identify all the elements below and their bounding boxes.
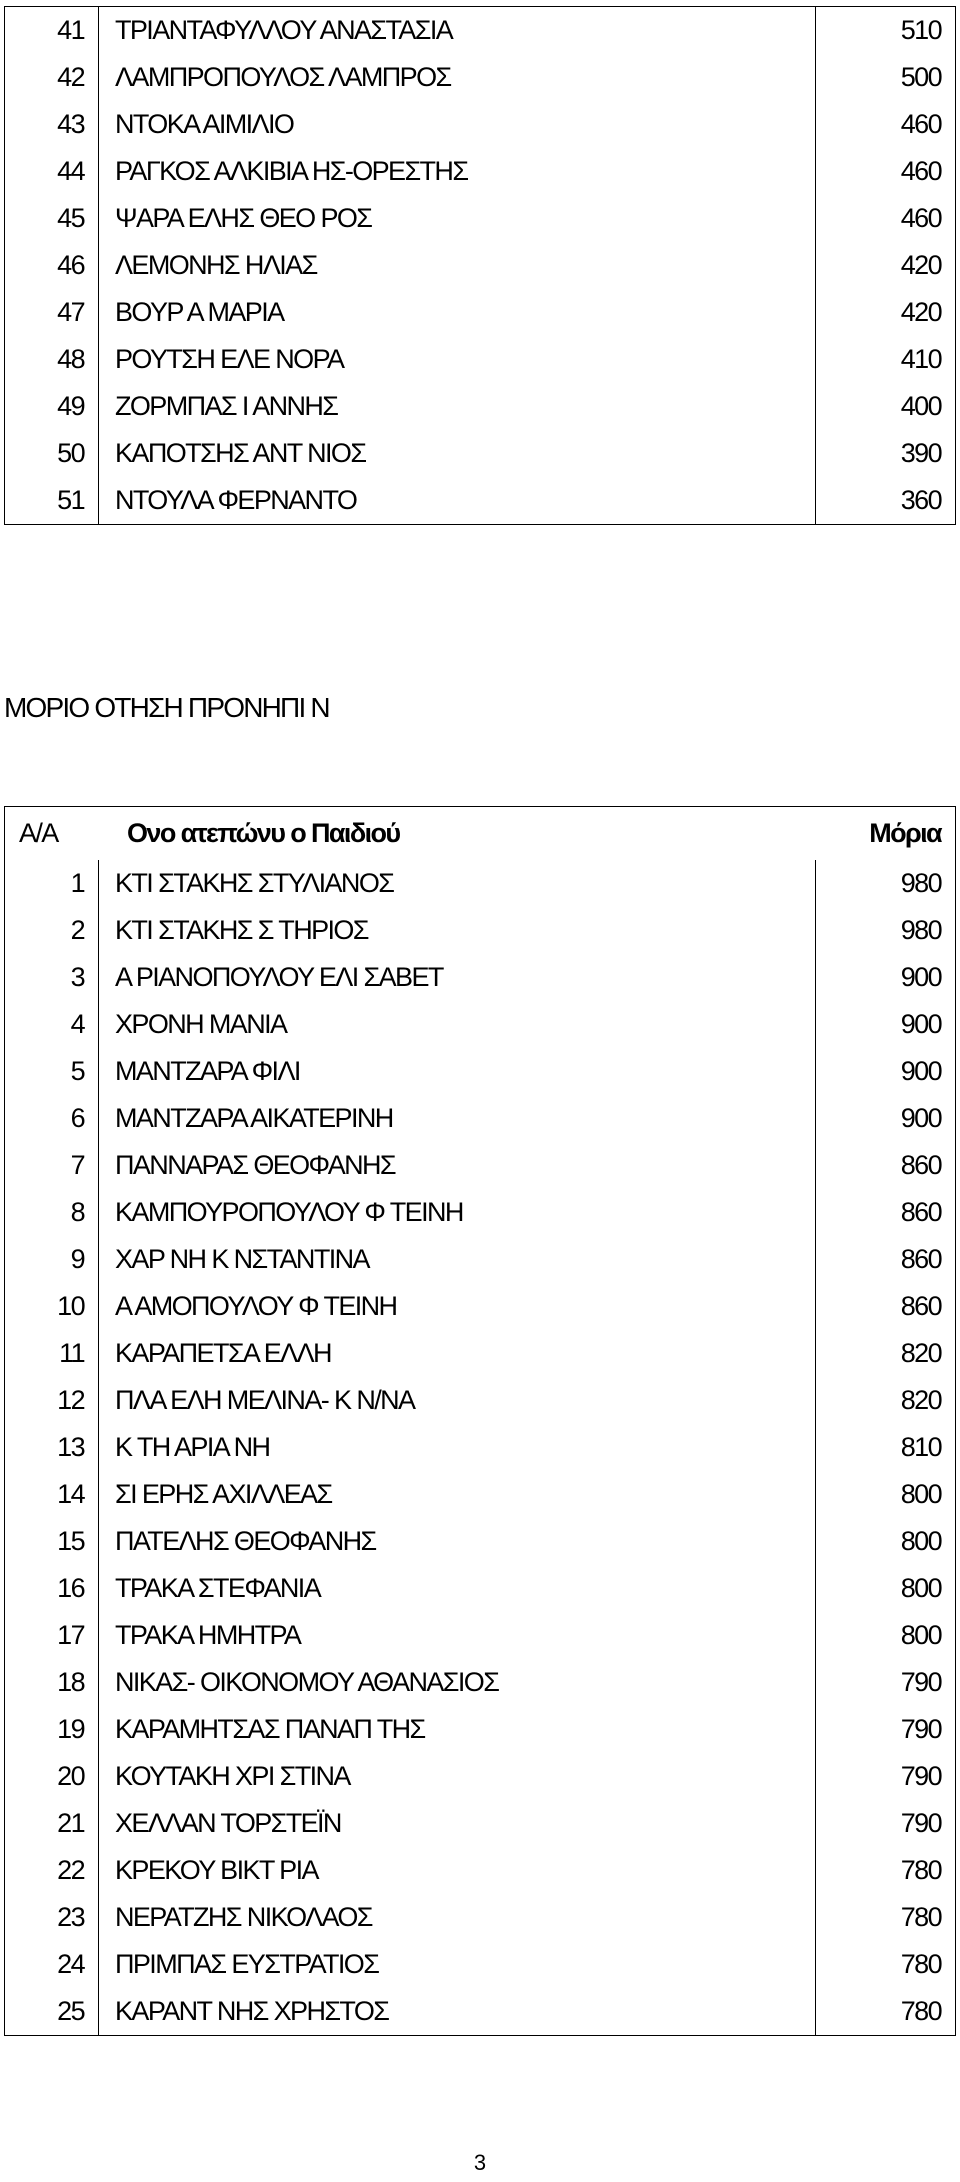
row-number: 3 xyxy=(5,954,99,1001)
row-name: ΤΡΑΚΑ ΗΜΗΤΡΑ xyxy=(115,1620,301,1650)
row-points: 780 xyxy=(815,1941,955,1988)
table-row xyxy=(5,907,955,954)
row-number: 51 xyxy=(5,477,99,524)
table-header-row xyxy=(5,806,955,860)
table-row xyxy=(5,1753,955,1800)
table-row xyxy=(5,54,955,101)
row-points: 810 xyxy=(815,1424,955,1471)
row-points: 410 xyxy=(815,336,955,383)
row-number: 6 xyxy=(5,1095,99,1142)
row-name: ΤΡΙΑΝΤΑΦΥΛΛΟΥ ΑΝΑΣΤΑΣΙΑ xyxy=(115,15,453,45)
row-name: ΝΕΡΑΤΖΗΣ ΝΙΚΟΛΑΟΣ xyxy=(115,1902,372,1932)
table-row xyxy=(5,7,955,54)
row-name: ΡΟΥΤΣΗ ΕΛΕ ΝΟΡΑ xyxy=(115,344,344,374)
row-name: ΤΡΑΚΑ ΣΤΕΦΑΝΙΑ xyxy=(115,1573,321,1603)
row-name: ΛΑΜΠΡΟΠΟΥΛΟΣ ΛΑΜΠΡΟΣ xyxy=(115,62,451,92)
row-number: 1 xyxy=(5,860,99,907)
table-row xyxy=(5,1612,955,1659)
row-name: ΒΟΥΡ Α ΜΑΡΙΑ xyxy=(115,297,284,327)
table-row xyxy=(5,860,955,907)
table-row xyxy=(5,1988,955,2035)
table-row xyxy=(5,383,955,430)
table-row xyxy=(5,477,955,524)
table-row xyxy=(5,430,955,477)
row-number: 20 xyxy=(5,1753,99,1800)
row-points: 800 xyxy=(815,1612,955,1659)
row-number: 43 xyxy=(5,101,99,148)
row-points: 780 xyxy=(815,1988,955,2035)
row-points: 860 xyxy=(815,1283,955,1330)
table-row xyxy=(5,954,955,1001)
table-row xyxy=(5,1471,955,1518)
row-name: ΚΑΠΟΤΣΗΣ ΑΝΤ ΝΙΟΣ xyxy=(115,438,366,468)
row-number: 4 xyxy=(5,1001,99,1048)
row-points: 860 xyxy=(815,1236,955,1283)
table-row xyxy=(5,1941,955,1988)
table-row xyxy=(5,1800,955,1847)
row-points: 780 xyxy=(815,1847,955,1894)
row-name: ΧΑΡ ΝΗ Κ ΝΣΤΑΝΤΙΝΑ xyxy=(115,1244,369,1274)
row-name: ΚΟΥΤΑΚΗ ΧΡΙ ΣΤΙΝΑ xyxy=(115,1761,350,1791)
row-points: 820 xyxy=(815,1330,955,1377)
row-points: 900 xyxy=(815,1001,955,1048)
row-points: 460 xyxy=(815,195,955,242)
row-name: ΧΕΛΛΑΝ ΤΟΡΣΤΕΪΝ xyxy=(115,1808,341,1838)
row-number: 10 xyxy=(5,1283,99,1330)
table-row xyxy=(5,101,955,148)
row-points: 360 xyxy=(815,477,955,524)
row-number: 44 xyxy=(5,148,99,195)
row-points: 860 xyxy=(815,1189,955,1236)
row-points: 500 xyxy=(815,54,955,101)
table-row xyxy=(5,1048,955,1095)
row-name: ΣΙ ΕΡΗΣ ΑΧΙΛΛΕΑΣ xyxy=(115,1479,332,1509)
table-row xyxy=(5,1283,955,1330)
table-row xyxy=(5,1142,955,1189)
row-points: 420 xyxy=(815,242,955,289)
preschool-points-table xyxy=(4,860,956,2036)
row-number: 21 xyxy=(5,1800,99,1847)
row-number: 23 xyxy=(5,1894,99,1941)
table-row xyxy=(5,1095,955,1142)
row-number: 7 xyxy=(5,1142,99,1189)
row-number: 48 xyxy=(5,336,99,383)
table-row xyxy=(5,1236,955,1283)
row-name: ΠΑΤΕΛΗΣ ΘΕΟΦΑΝΗΣ xyxy=(115,1526,376,1556)
table-row xyxy=(5,1189,955,1236)
row-name: ΝΤΟΥΛΑ ΦΕΡΝΑΝΤΟ xyxy=(115,485,357,515)
row-number: 8 xyxy=(5,1189,99,1236)
row-name: ΝΤΟΚΑ ΑΙΜΙΛΙΟ xyxy=(115,109,294,139)
row-name: ΝΙΚΑΣ- ΟΙΚΟΝΟΜΟΥ ΑΘΑΝΑΣΙΟΣ xyxy=(115,1667,499,1697)
row-name: ΚΑΡΑΝΤ ΝΗΣ ΧΡΗΣΤΟΣ xyxy=(115,1996,389,2026)
row-points: 860 xyxy=(815,1142,955,1189)
row-name: ΚΤΙ ΣΤΑΚΗΣ Σ ΤΗΡΙΟΣ xyxy=(115,915,368,945)
row-points: 510 xyxy=(815,7,955,54)
row-number: 46 xyxy=(5,242,99,289)
row-name: ΚΑΡΑΜΗΤΣΑΣ ΠΑΝΑΠ ΤΗΣ xyxy=(115,1714,425,1744)
row-number: 47 xyxy=(5,289,99,336)
row-number: 17 xyxy=(5,1612,99,1659)
table-row xyxy=(5,1424,955,1471)
row-points: 820 xyxy=(815,1377,955,1424)
table-row xyxy=(5,1565,955,1612)
row-name: ΚΑΜΠΟΥΡΟΠΟΥΛΟΥ Φ ΤΕΙΝΗ xyxy=(115,1197,463,1227)
row-number: 22 xyxy=(5,1847,99,1894)
row-number: 12 xyxy=(5,1377,99,1424)
row-number: 41 xyxy=(5,7,99,54)
row-points: 800 xyxy=(815,1565,955,1612)
page-number: 3 xyxy=(473,2150,487,2175)
row-points: 790 xyxy=(815,1706,955,1753)
row-points: 460 xyxy=(815,101,955,148)
row-name: Α ΡΙΑΝΟΠΟΥΛΟΥ ΕΛΙ ΣΑΒΕΤ xyxy=(115,962,443,992)
row-name: ΨΑΡΑ ΕΛΗΣ ΘΕΟ ΡΟΣ xyxy=(115,203,372,233)
table-row xyxy=(5,148,955,195)
row-number: 50 xyxy=(5,430,99,477)
table-row xyxy=(5,1706,955,1753)
row-name: ΡΑΓΚΟΣ ΑΛΚΙΒΙΑ ΗΣ-ΟΡΕΣΤΗΣ xyxy=(115,156,468,186)
row-name: ΚΡΕΚΟΥ ΒΙΚΤ ΡΙΑ xyxy=(115,1855,318,1885)
table-row xyxy=(5,1659,955,1706)
row-number: 13 xyxy=(5,1424,99,1471)
row-name: ΧΡΟΝΗ ΜΑΝΙΑ xyxy=(115,1009,287,1039)
row-points: 790 xyxy=(815,1800,955,1847)
row-number: 19 xyxy=(5,1706,99,1753)
row-name: ΚΤΙ ΣΤΑΚΗΣ ΣΤΥΛΙΑΝΟΣ xyxy=(115,868,394,898)
table-row xyxy=(5,1894,955,1941)
table-row xyxy=(5,242,955,289)
row-name: ΜΑΝΤΖΑΡΑ ΦΙΛΙ xyxy=(115,1056,300,1086)
row-name: Κ ΤΗ ΑΡΙΑ ΝΗ xyxy=(115,1432,270,1462)
row-number: 25 xyxy=(5,1988,99,2035)
row-number: 14 xyxy=(5,1471,99,1518)
row-points: 780 xyxy=(815,1894,955,1941)
row-points: 390 xyxy=(815,430,955,477)
table-row xyxy=(5,1377,955,1424)
row-name: ΜΑΝΤΖΑΡΑ ΑΙΚΑΤΕΡΙΝΗ xyxy=(115,1103,393,1133)
row-points: 790 xyxy=(815,1659,955,1706)
row-name: ΚΑΡΑΠΕΤΣΑ ΕΛΛΗ xyxy=(115,1338,331,1368)
row-number: 24 xyxy=(5,1941,99,1988)
section-title: ΜΟΡΙΟ ΟΤΗΣΗ ΠΡΟΝΗΠΙ Ν xyxy=(4,692,329,723)
table-row xyxy=(5,1330,955,1377)
row-number: 11 xyxy=(5,1330,99,1377)
row-number: 9 xyxy=(5,1236,99,1283)
table-row xyxy=(5,1001,955,1048)
row-points: 790 xyxy=(815,1753,955,1800)
header-points: Μόρια xyxy=(869,817,941,848)
header-number: Α/Α xyxy=(19,817,58,848)
row-points: 400 xyxy=(815,383,955,430)
ranking-table-continued xyxy=(4,6,956,525)
row-name: ΠΑΝΝΑΡΑΣ ΘΕΟΦΑΝΗΣ xyxy=(115,1150,395,1180)
row-number: 16 xyxy=(5,1565,99,1612)
row-name: ΠΛΑ ΕΛΗ ΜΕΛΙΝΑ- Κ Ν/ΝΑ xyxy=(115,1385,415,1415)
row-number: 45 xyxy=(5,195,99,242)
row-number: 15 xyxy=(5,1518,99,1565)
table-row xyxy=(5,195,955,242)
table-row xyxy=(5,1518,955,1565)
row-points: 800 xyxy=(815,1518,955,1565)
row-points: 420 xyxy=(815,289,955,336)
row-name: Α ΑΜΟΠΟΥΛΟΥ Φ ΤΕΙΝΗ xyxy=(115,1291,397,1321)
row-name: ΖΟΡΜΠΑΣ Ι ΑΝΝΗΣ xyxy=(115,391,338,421)
row-points: 980 xyxy=(815,907,955,954)
row-number: 42 xyxy=(5,54,99,101)
row-points: 800 xyxy=(815,1471,955,1518)
row-number: 49 xyxy=(5,383,99,430)
row-points: 900 xyxy=(815,1048,955,1095)
row-number: 5 xyxy=(5,1048,99,1095)
row-points: 900 xyxy=(815,954,955,1001)
row-points: 900 xyxy=(815,1095,955,1142)
table-row xyxy=(5,289,955,336)
table-row xyxy=(5,1847,955,1894)
row-points: 980 xyxy=(815,860,955,907)
table-row xyxy=(5,336,955,383)
row-name: ΠΡΙΜΠΑΣ ΕΥΣΤΡΑΤΙΟΣ xyxy=(115,1949,379,1979)
row-points: 460 xyxy=(815,148,955,195)
table-header-frame xyxy=(4,806,956,860)
row-name: ΛΕΜΟΝΗΣ ΗΛΙΑΣ xyxy=(115,250,317,280)
header-child-name: Ονο ατεπώνυ ο Παιδιού xyxy=(127,817,400,848)
row-number: 2 xyxy=(5,907,99,954)
row-number: 18 xyxy=(5,1659,99,1706)
